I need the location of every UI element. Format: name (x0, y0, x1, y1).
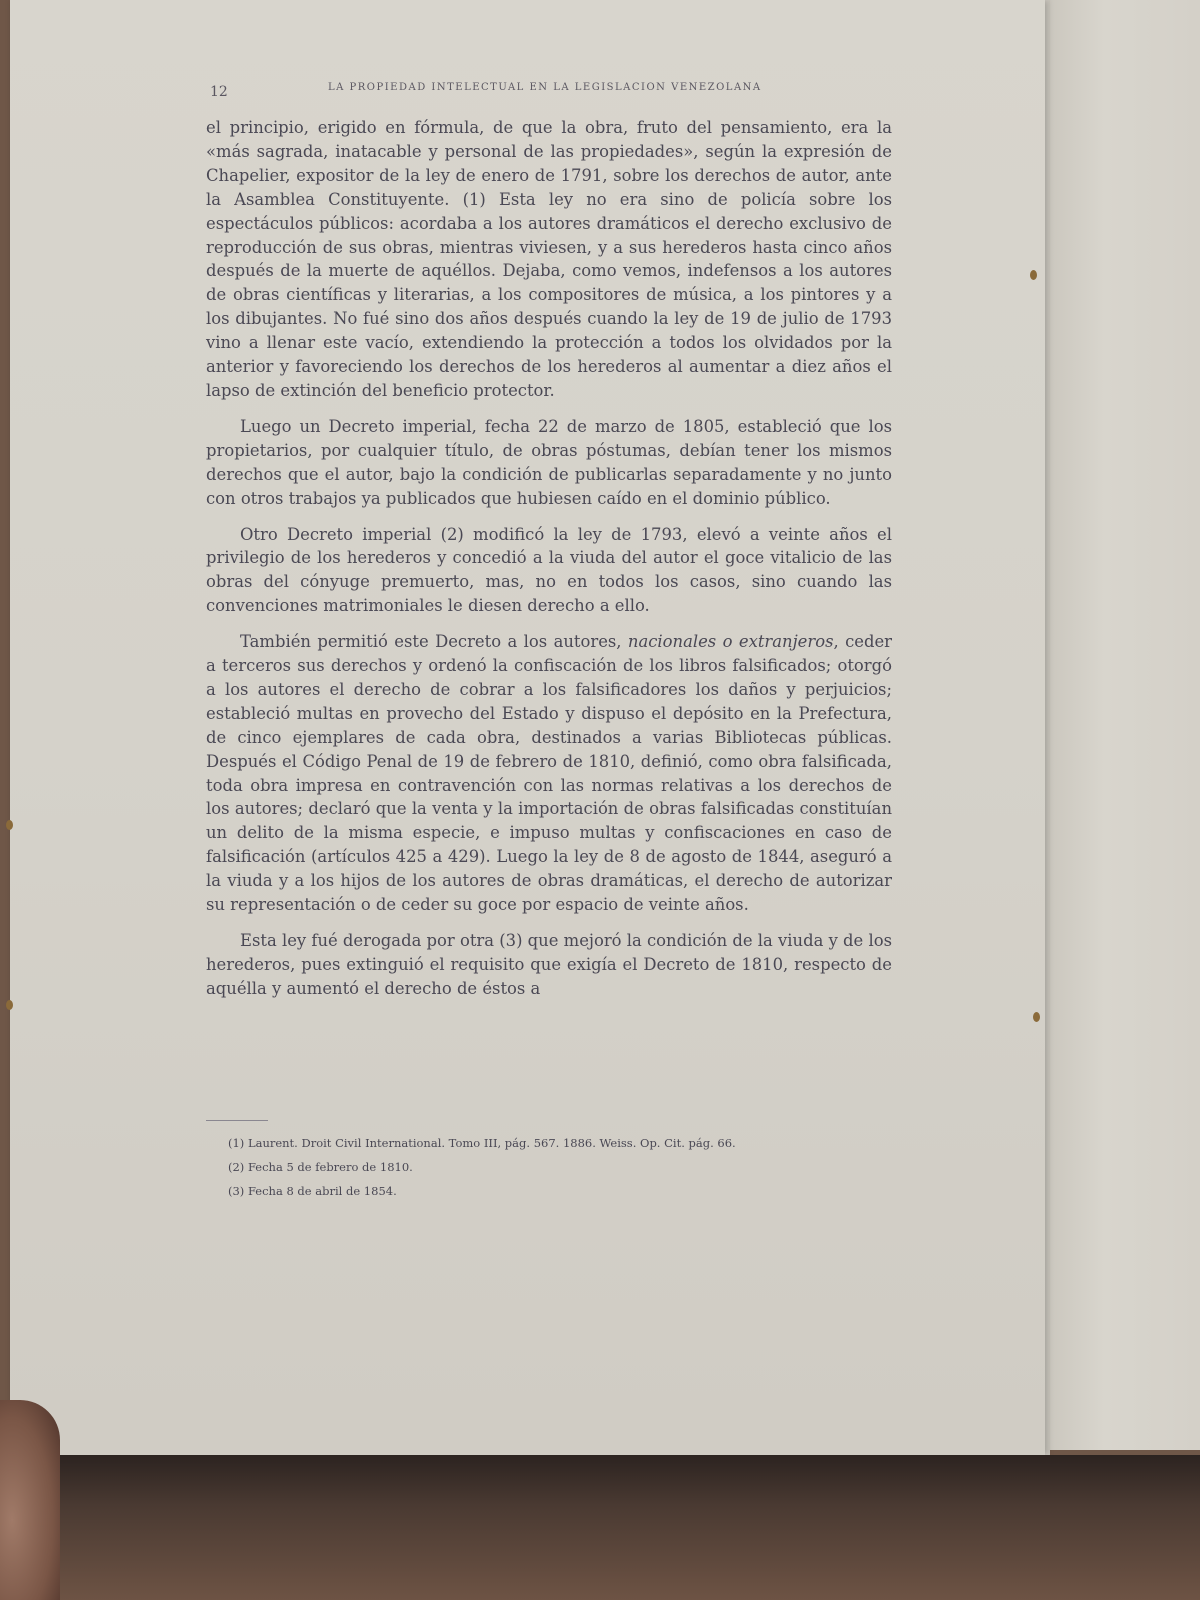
footnote: (2) Fecha 5 de febrero de 1810. (228, 1160, 413, 1174)
paragraph: Luego un Decreto imperial, fecha 22 de marzo de 1805, estableció que los propietarios, por cualquier título, de obras póstumas, debían tener los mismos derechos que el autor, bajo la condición de publicarlas separadamente y no junto con otros trabajos ya publicados que hubiesen caído en el dominio público. (206, 416, 892, 508)
page-stain (6, 1000, 13, 1010)
running-title: LA PROPIEDAD INTELECTUAL EN LA LEGISLACION VENEZOLANA (328, 82, 762, 93)
emphasized-text: nacionales o extranjeros (627, 632, 834, 652)
page-stain (1033, 1012, 1040, 1022)
footnote: (3) Fecha 8 de abril de 1854. (228, 1184, 397, 1198)
paragraph: el principio, erigido en fórmula, de que la obra, fruto del pensamiento, era la «más sagrada, inatacable y personal de las propiedades», según la expresión de Chapelier, expositor de la ley de enero de 1791, sobre los derechos de autor, ante la Asamblea Constituyente. (1) Esta ley no era sino de policía sobre los espectáculos públicos: acordaba a los autores dramáticos el derecho exclusivo de reproducción de sus obras, mientras viviesen, y a sus herederos hasta cinco años después de la muerte de aquéllos. Dejaba, como vemos, indefensos a los autores de obras científicas y literarias, a los compositores de música, a los pintores y a los dibujantes. No fué sino dos años después cuando la ley de 19 de julio de 1793 vino a llenar este vacío, extendiendo la protección a todos los olvidados por la anterior y favoreciendo los derechos de los herederos al aumentar a diez años el lapso de extinción del beneficio protector. (206, 118, 892, 400)
page-stain (6, 820, 13, 830)
paragraph-text: También permitió este Decreto a los autores, (240, 632, 628, 652)
thumb (0, 1400, 60, 1600)
table-surface (0, 1455, 1200, 1600)
page-header (210, 82, 900, 104)
page-number: 12 (210, 84, 228, 100)
footnotes (206, 1114, 892, 1203)
paragraph: Otro Decreto imperial (2) modificó la ley de 1793, elevó a veinte años el privilegio de los herederos y concedió a la viuda del autor el goce vitalicio de las obras del cónyuge premuerto, mas, no en todos los casos, sino cuando las convenciones matrimoniales le diesen derecho a ello. (206, 524, 892, 616)
paragraph-text: , ceder a terceros sus derechos y ordenó la confiscación de los libros falsificados; otorgó a los autores el derecho de cobrar a los falsificadores los daños y perjuicios; estableció multas en provecho del Estado y dispuso el depósito en la Prefectura, de cinco ejemplares de cada obra, destinados a varias Bibliotecas públicas. Después el Código Penal de 19 de febrero de 1810, definió, como obra falsificada, toda obra impresa en contravención con las normas relativas a los derechos de los autores; declaró que la venta y la importación de obras falsificadas constituían un delito de la misma especie, e impuso multas y confiscaciones en caso de falsificación (artículos 425 a 429). Luego la ley de 8 de agosto de 1844, aseguró a la viuda y a los hijos de los autores de obras dramáticas, el derecho de autorizar su representación o de ceder su goce por espacio de veinte años. (206, 632, 893, 915)
paragraph: Esta ley fué derogada por otra (3) que mejoró la condición de la viuda y de los herederos, pues extinguió el requisito que exigía el Decreto de 1810, respecto de aquélla y aumentó el derecho de éstos a (206, 931, 892, 998)
footnote-divider (206, 1120, 268, 1121)
paragraph (206, 630, 892, 917)
adjacent-page (1040, 0, 1200, 1450)
page-stain (1030, 270, 1037, 280)
body-text (206, 116, 892, 1013)
footnote: (1) Laurent. Droit Civil International. Tomo III, pág. 567. 1886. Weiss. Op. Cit. pág. 66. (228, 1136, 736, 1150)
